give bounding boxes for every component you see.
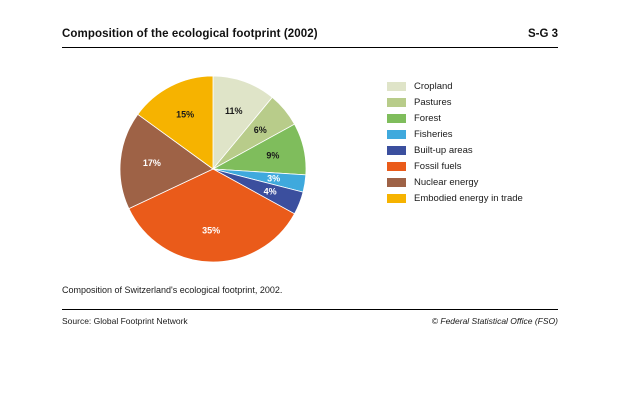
legend-swatch bbox=[387, 82, 406, 91]
chart-caption: Composition of Switzerland's ecological footprint, 2002. bbox=[62, 285, 283, 295]
footer bbox=[62, 309, 558, 326]
pie-slice-label: 6% bbox=[253, 124, 267, 135]
pie-svg bbox=[118, 74, 308, 264]
legend-item bbox=[387, 142, 562, 158]
legend-label: Cropland bbox=[414, 80, 453, 92]
legend-swatch bbox=[387, 146, 406, 155]
pie-slice-label: 4% bbox=[263, 186, 277, 197]
legend-item bbox=[387, 158, 562, 174]
legend-swatch bbox=[387, 98, 406, 107]
source-note: Source: Global Footprint Network bbox=[62, 316, 188, 326]
chart-area bbox=[62, 62, 558, 272]
legend-label: Pastures bbox=[414, 96, 452, 108]
legend-label: Fisheries bbox=[414, 128, 453, 140]
pie-slice-label: 3% bbox=[267, 173, 281, 184]
legend-swatch bbox=[387, 162, 406, 171]
legend-swatch bbox=[387, 114, 406, 123]
pie-slice-label: 35% bbox=[202, 225, 221, 236]
page-title: Composition of the ecological footprint (2002) bbox=[62, 28, 318, 40]
legend-item bbox=[387, 110, 562, 126]
pie-slice-label: 15% bbox=[176, 109, 195, 120]
legend-label: Embodied energy in trade bbox=[414, 192, 523, 204]
pie-slice-label: 11% bbox=[225, 106, 243, 117]
legend-swatch bbox=[387, 178, 406, 187]
header bbox=[62, 28, 558, 48]
legend-item bbox=[387, 126, 562, 142]
legend-item bbox=[387, 174, 562, 190]
page-code: S-G 3 bbox=[527, 28, 558, 40]
legend-swatch bbox=[387, 194, 406, 203]
legend-swatch bbox=[387, 130, 406, 139]
legend-item bbox=[387, 78, 562, 94]
pie-chart bbox=[118, 74, 308, 264]
legend-label: Fossil fuels bbox=[414, 160, 462, 172]
copyright-note: © Federal Statistical Office (FSO) bbox=[431, 316, 558, 326]
legend-label: Built-up areas bbox=[414, 144, 473, 156]
legend-label: Nuclear energy bbox=[414, 176, 479, 188]
pie-slice-label: 9% bbox=[266, 150, 280, 161]
chart-legend bbox=[387, 78, 562, 206]
legend-item bbox=[387, 94, 562, 110]
legend-item bbox=[387, 190, 562, 206]
legend-label: Forest bbox=[414, 112, 441, 124]
pie-slice-label: 17% bbox=[142, 158, 161, 169]
